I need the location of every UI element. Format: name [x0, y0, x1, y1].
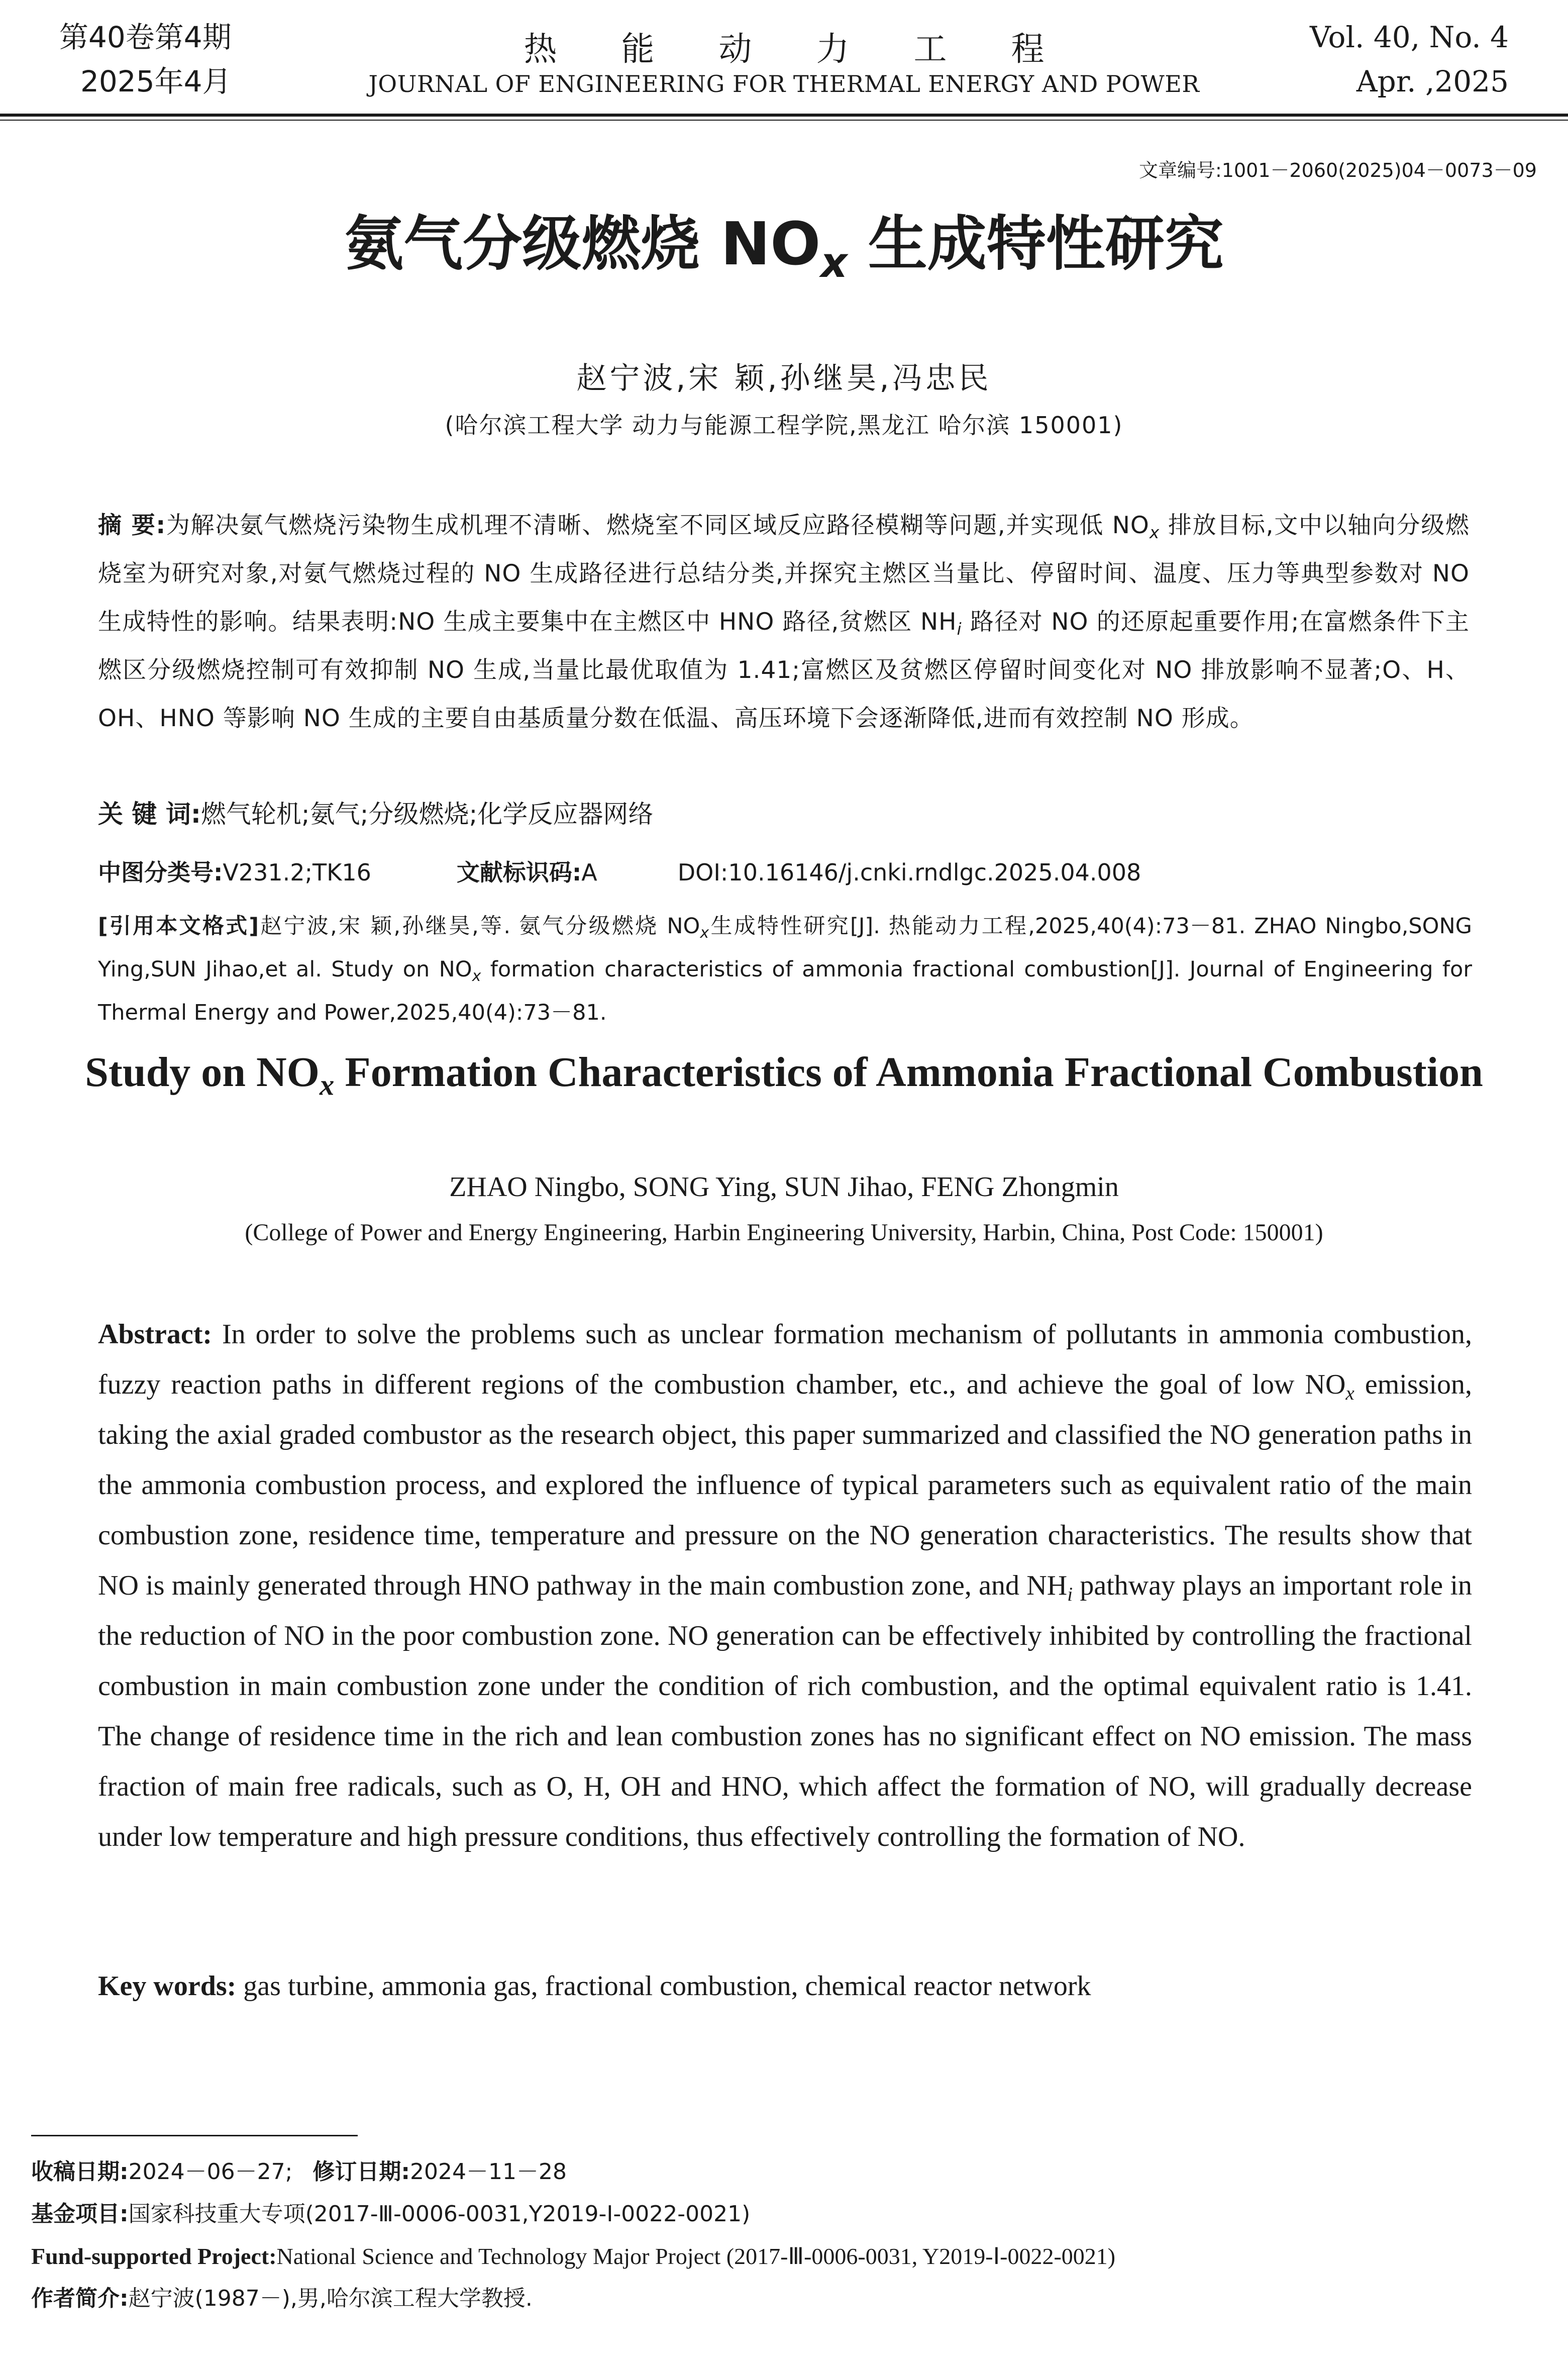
affiliation-cn: (哈尔滨工程大学 动力与能源工程学院,黑龙江 哈尔滨 150001) — [445, 412, 1123, 439]
footnote-rule — [31, 2135, 358, 2136]
volume-number-en: Vol. 40, No. 4 — [1309, 20, 1509, 54]
abstract-en-label: Abstract: — [98, 1319, 213, 1350]
doi: DOI:10.16146/j.cnki.rndlgc.2025.04.008 — [677, 859, 1141, 886]
citation-label: [引用本文格式] — [98, 914, 259, 939]
page-title-en: Study on $NO_x$ Formation Characteristics of Ammonia Fractional Combustion — [85, 1049, 1483, 1102]
keywords-cn: 关 键 词:燃气轮机;氨气;分级燃烧;化学反应器网络 — [98, 800, 654, 829]
affiliation-en: (College of Power and Energy Engineering, Harbin Engineering University, Harbin, China, Post Code: 150001) — [245, 1219, 1323, 1246]
footnote-fund-en: Fund-supported Project:National Science and Technology Major Project (2017-Ⅲ-0006-0031, Y2019-Ⅰ-0022-0021) — [31, 2243, 1116, 2269]
issue-date-en: Apr. ,2025 — [1356, 64, 1509, 99]
journal-title-cn: 热能动力工程 — [524, 30, 1109, 68]
page-title-cn: 氨气分级燃烧 $NO_x$ 生成特性研究 — [344, 209, 1224, 287]
classification-line: 中图分类号:V231.2;TK16 文献标识码:A DOI:10.16146/j.cnki.rndlgc.2025.04.008 — [98, 859, 1141, 886]
issue-volume: 第40卷第4期 — [59, 20, 232, 54]
abstract-en: Abstract: In order to solve the problems such as unclear formation mechanism of pollutants in ammonia combustion, fuzzy reaction paths in different regions of the combustion chamber, etc., and achieve the goal of low $NO_x$ emission, taking the axial graded combustor as the research object, this paper summarized and classified the NO generation paths in the ammonia combustion process, and explored the influence of typical parameters such as equivalent ratio of the main combustion zone, residence time, temperature and pressure on the NO generation characteristics. The results show that NO is mainly generated through HNO pathway in the main combustion zone, and $NH_i$ pathway plays an important role in the reduction of NO in the poor combustion zone. NO generation can be effectively inhibited by controlling the fractional combustion in main combustion zone under the condition of rich combustion, and the optimal equivalent ratio is 1.41. The change of residence time in the rich and lean combustion zones has no significant effect on NO emission. The mass fraction of main free radicals, such as O, H, OH and HNO, which affect the formation of NO, will gradually decrease under low temperature and high pressure conditions, thus effectively controlling the formation of NO. — [98, 1319, 1472, 1852]
abstract-cn-label: 摘 要: — [98, 512, 166, 539]
journal-title-en: JOURNAL OF ENGINEERING FOR THERMAL ENERGY AND POWER — [368, 70, 1200, 97]
authors-en: ZHAO Ningbo, SONG Ying, SUN Jihao, FENG Zhongmin — [449, 1171, 1119, 1203]
header-rule-thin — [0, 120, 1568, 121]
footnote-dates: 收稿日期:2024－06－27; 修订日期:2024－11－28 — [31, 2159, 567, 2185]
article-number: 文章编号:1001－2060(2025)04－0073－09 — [1139, 159, 1537, 181]
header-rule-thick — [0, 114, 1568, 117]
authors-cn: 赵宁波,宋 颖,孙继昊,冯忠民 — [576, 361, 992, 396]
citation-block: [引用本文格式]赵宁波,宋 颖,孙继昊,等. 氨气分级燃烧 $NO_x$生成特性研究[J]. 热能动力工程,2025,40(4):73－81. ZHAO Ningbo,SONG Ying,SUN Jihao,et al. Study on $NO_x$ formation characteristics of ammonia fractional combustion[J]. Journal of Engineering for Thermal Energy and Power,2025,40(4):73－81. — [98, 914, 1473, 1025]
abstract-cn: 摘 要:为解决氨气燃烧污染物生成机理不清晰、燃烧室不同区域反应路径模糊等问题,并实现低 $NO_x$ 排放目标,文中以轴向分级燃烧室为研究对象,对氨气燃烧过程的 NO 生成路径进行总结分类,并探究主燃区当量比、停留时间、温度、压力等典型参数对 NO 生成特性的影响。结果表明:NO 生成主要集中在主燃区中 HNO 路径,贫燃区 $NH_i$ 路径对 NO 的还原起重要作用;在富燃条件下主燃区分级燃烧控制可有效抑制 NO 生成,当量比最优取值为 1.41;富燃区及贫燃区停留时间变化对 NO 排放影响不显著;O、H、OH、HNO 等影响 NO 生成的主要自由基质量分数在低温、高压环境下会逐渐降低,进而有效控制 NO 形成。 — [98, 512, 1470, 732]
footnote-author: 作者简介:赵宁波(1987－),男,哈尔滨工程大学教授. — [31, 2286, 533, 2311]
footnote-fund-cn: 基金项目:国家科技重大专项(2017-Ⅲ-0006-0031,Y2019-Ⅰ-0022-0021) — [31, 2201, 751, 2227]
issue-date: 2025年4月 — [80, 64, 232, 99]
keywords-en: Key words: gas turbine, ammonia gas, fractional combustion, chemical reactor network — [98, 1971, 1091, 2002]
